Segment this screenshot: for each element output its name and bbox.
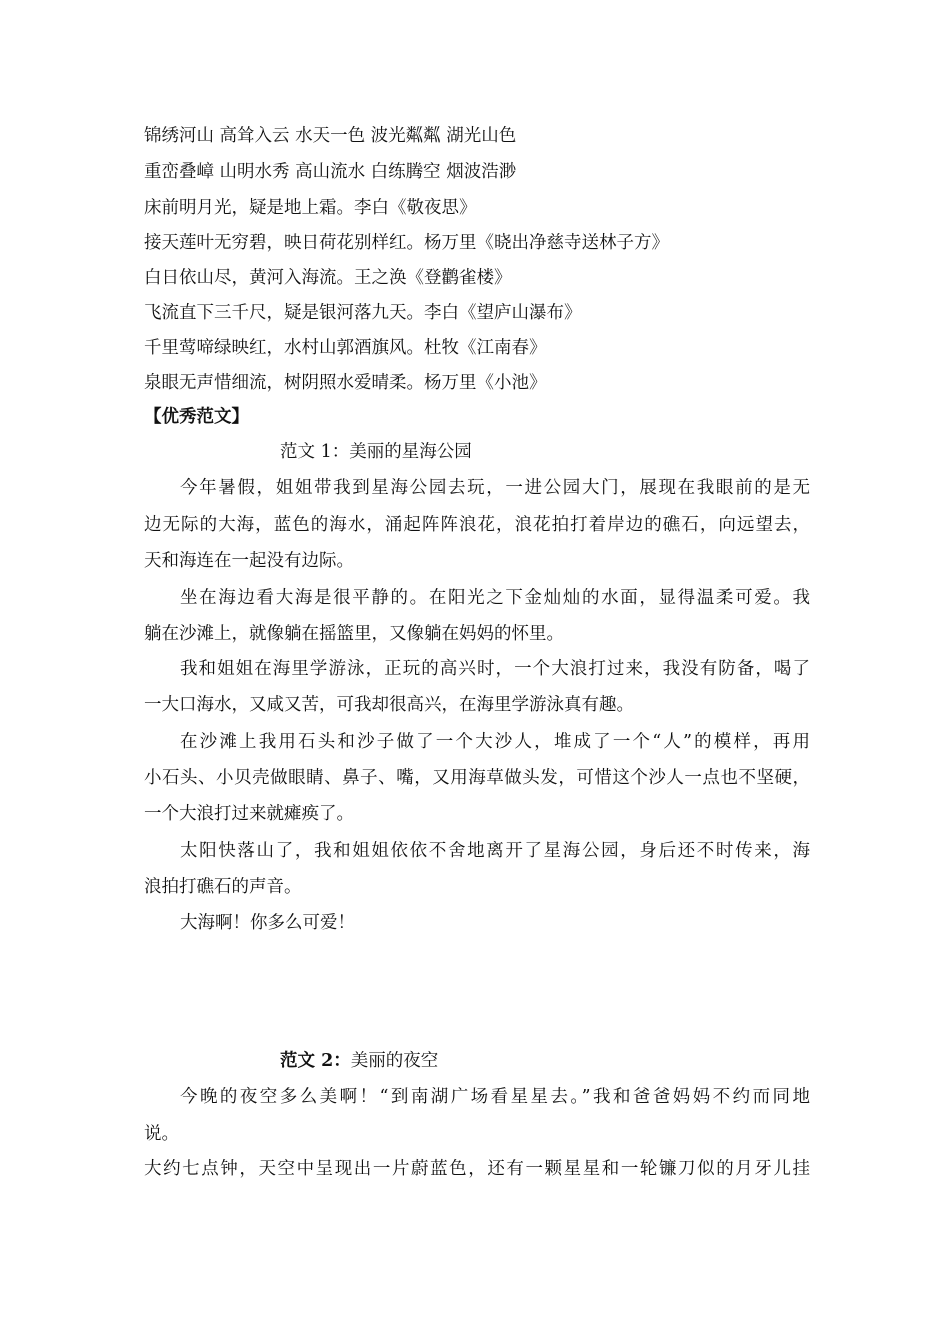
poem-line: 千里莺啼绿映红，水村山郭酒旗风。杜牧《江南春》 bbox=[144, 338, 547, 358]
essay-1-paragraph-5-line: 浪拍打礁石的声音。 bbox=[144, 877, 302, 897]
vocab-line-1: 锦绣河山 高耸入云 水天一色 波光粼粼 湖光山色 bbox=[144, 126, 517, 146]
poem-line: 床前明月光，疑是地上霜。李白《敬夜思》 bbox=[144, 198, 477, 218]
essay-1-paragraph-1-line: 天和海连在一起没有边际。 bbox=[144, 551, 354, 571]
essay-2-title bbox=[280, 1050, 946, 1072]
essay-1-paragraph-4-line: 一个大浪打过来就瘫痪了。 bbox=[144, 804, 354, 824]
essay-1-paragraph-2-line: 坐在海边看大海是很平静的。在阳光之下金灿灿的水面，显得温柔可爱。我 bbox=[180, 588, 810, 608]
essay-1-paragraph-4-line: 小石头、小贝壳做眼睛、鼻子、嘴，又用海草做头发，可惜这个沙人一点也不坚硬， bbox=[144, 768, 810, 788]
essay-2-title-label: 范文 2： bbox=[280, 1051, 351, 1071]
section-heading: 【优秀范文】 bbox=[144, 407, 249, 427]
essay-2-paragraph-1-line: 今晚的夜空多么美啊！“到南湖广场看星星去。”我和爸爸妈妈不约而同地 bbox=[180, 1087, 810, 1107]
essay-1-paragraph-5-line: 太阳快落山了，我和姐姐依依不舍地离开了星海公园，身后还不时传来，海 bbox=[180, 841, 810, 861]
essay-2-paragraph-1-line: 说。 bbox=[144, 1124, 179, 1144]
essay-2-title-text: 美丽的夜空 bbox=[350, 1051, 439, 1071]
poem-line: 接天莲叶无穷碧，映日荷花别样红。杨万里《晓出净慈寺送林子方》 bbox=[144, 233, 669, 253]
poem-line: 白日依山尽，黄河入海流。王之涣《登鹳雀楼》 bbox=[144, 268, 512, 288]
vocab-line-2: 重峦叠嶂 山明水秀 高山流水 白练腾空 烟波浩渺 bbox=[144, 162, 517, 182]
essay-1-paragraph-1-line: 边无际的大海，蓝色的海水，涌起阵阵浪花，浪花拍打着岸边的礁石，向远望去， bbox=[144, 515, 810, 535]
poem-line: 泉眼无声惜细流，树阴照水爱晴柔。杨万里《小池》 bbox=[144, 373, 547, 393]
essay-1-paragraph-1-line: 今年暑假，姐姐带我到星海公园去玩，一进公园大门，展现在我眼前的是无 bbox=[180, 478, 810, 498]
poem-line: 飞流直下三千尺，疑是银河落九天。李白《望庐山瀑布》 bbox=[144, 303, 582, 323]
essay-1-title: 范文 1：美丽的星海公园 bbox=[280, 442, 472, 462]
essay-1-paragraph-2-line: 躺在沙滩上，就像躺在摇篮里，又像躺在妈妈的怀里。 bbox=[144, 624, 564, 644]
essay-1-paragraph-3-line: 一大口海水，又咸又苦，可我却很高兴，在海里学游泳真有趣。 bbox=[144, 695, 634, 715]
essay-2-paragraph-2-line: 大约七点钟，天空中呈现出一片蔚蓝色，还有一颗星星和一轮镰刀似的月牙儿挂 bbox=[144, 1159, 810, 1179]
essay-1-paragraph-4-line: 在沙滩上我用石头和沙子做了一个大沙人，堆成了一个“人”的模样，再用 bbox=[180, 732, 810, 752]
essay-1-paragraph-6: 大海啊！你多么可爱！ bbox=[180, 913, 355, 933]
essay-1-paragraph-3-line: 我和姐姐在海里学游泳，正玩的高兴时，一个大浪打过来，我没有防备，喝了 bbox=[180, 659, 810, 679]
